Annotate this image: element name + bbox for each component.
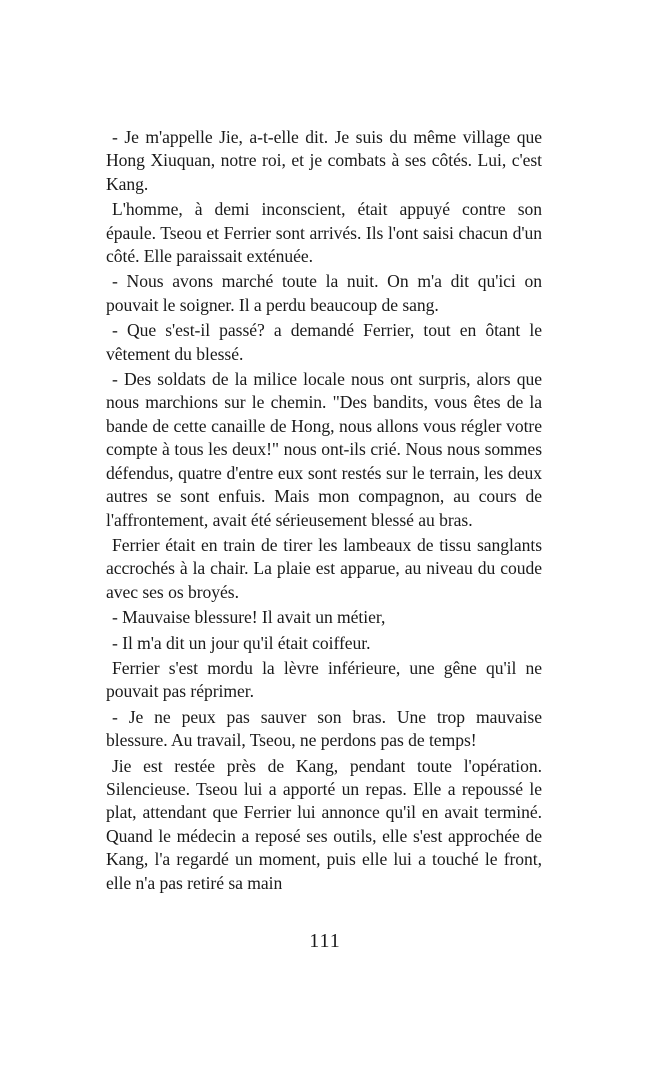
paragraph-5: - Des soldats de la milice locale nous ont surpris, alors que nous marchions sur le chemin. "Des bandits, vous êtes de la bande de cette canaille de Hong, nous allons vous régler votre compte à tous les deux!" nous ont-ils crié. Nous nous sommes défendus, quatre d'entre eux sont restés sur le terrain, les deux autres se sont enfuis. Mais mon compagnon, au cours de l'affrontement, avait été sérieusement blessé au bras.: [106, 369, 542, 530]
paragraph-9: Ferrier s'est mordu la lèvre inférieure, une gêne qu'il ne pouvait pas réprimer.: [106, 657, 542, 702]
paragraph-1: - Je m'appelle Jie, a-t-elle dit. Je suis du même village que Hong Xiuquan, notre roi, et je combats à ses côtés. Lui, c'est Kang.: [106, 127, 542, 194]
paragraph-11: Jie est restée près de Kang, pendant toute l'opération. Silencieuse. Tseou lui a apporté un repas. Elle a repoussé le plat, attendant que Ferrier lui annonce qu'il en avait terminé. Quand le médecin a reposé ses outils, elle s'est approchée de Kang, l'a regardé un moment, puis elle lui a touché le front, elle n'a pas retiré sa main: [106, 755, 542, 893]
paragraph-6: Ferrier était en train de tirer les lambeaux de tissu sanglants accrochés à la chair. La plaie est apparue, au niveau du coude avec ses os broyés.: [106, 534, 542, 602]
paragraph-8: - Il m'a dit un jour qu'il était coiffeur.: [112, 632, 371, 653]
paragraph-2: L'homme, à demi inconscient, était appuyé contre son épaule. Tseou et Ferrier sont arrivés. Ils l'ont saisi chacun d'un côté. Elle paraissait exténuée.: [106, 199, 542, 267]
paragraph-3: - Nous avons marché toute la nuit. On m'a dit qu'ici on pouvait le soigner. Il a perdu beaucoup de sang.: [106, 271, 542, 315]
paragraph-10: - Je ne peux pas sauver son bras. Une trop mauvaise blessure. Au travail, Tseou, ne perdons pas de temps!: [106, 706, 542, 751]
paragraph-4: - Que s'est-il passé? a demandé Ferrier, tout en ôtant le vêtement du blessé.: [106, 320, 542, 364]
paragraph-7: - Mauvaise blessure! Il avait un métier,: [112, 607, 386, 628]
body-text: [106, 126, 542, 897]
page-number: 111: [309, 930, 341, 952]
